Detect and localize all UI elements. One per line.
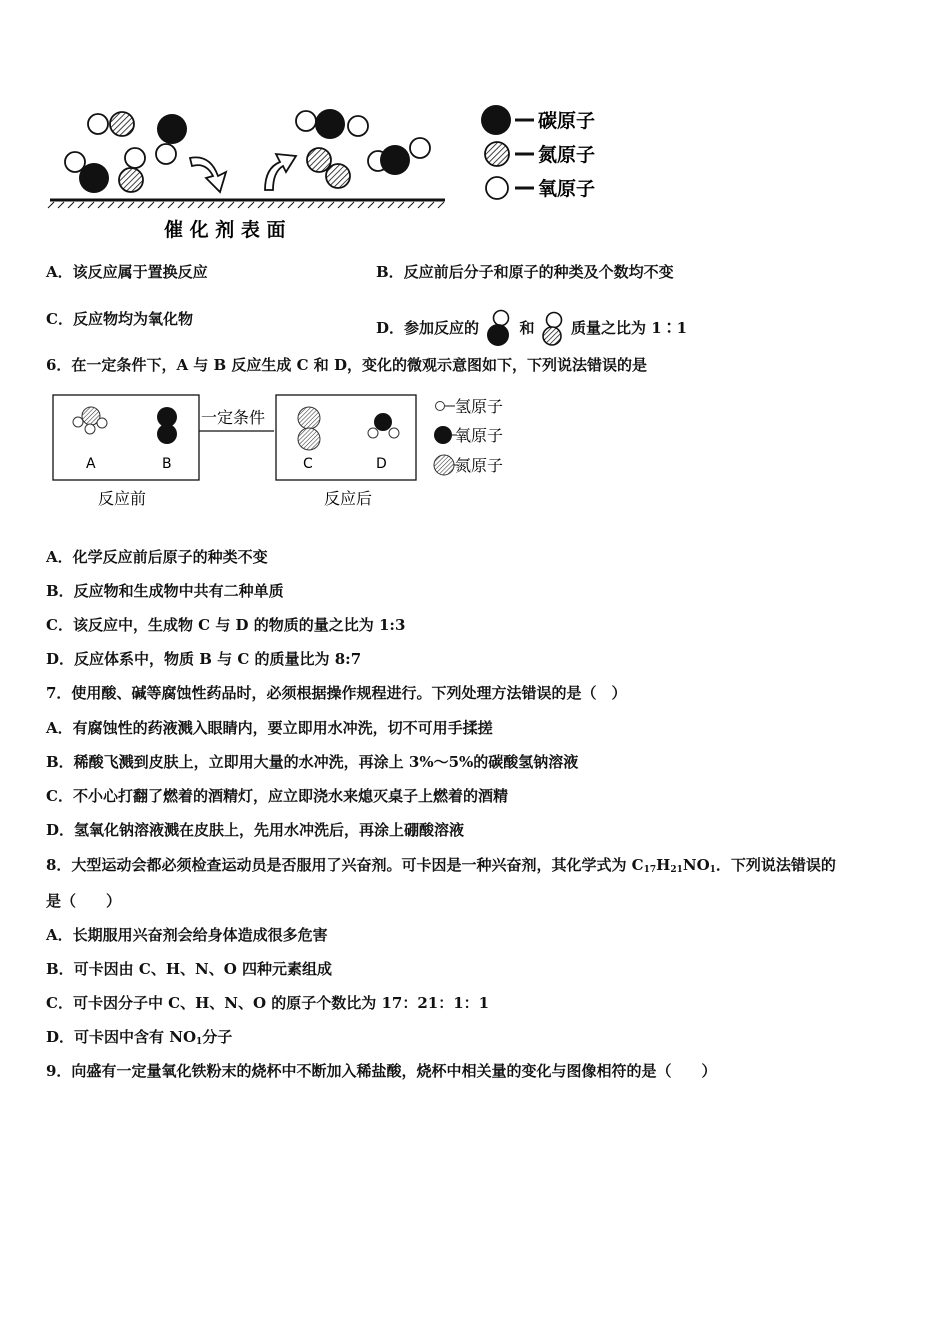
carbon-atom: [157, 114, 187, 144]
molecule-co-left: [65, 152, 109, 193]
molecule-no-left: [119, 148, 145, 192]
q8-option-d-sub: 1: [196, 1037, 203, 1047]
before-caption: 反应前: [98, 489, 147, 508]
label-c: C: [303, 456, 313, 472]
legend-oxygen-label-q6: 氧原子: [455, 426, 504, 445]
molecule-co2-right: [296, 109, 368, 139]
down-arrow-icon: [190, 157, 226, 192]
q9-stem: 9．向盛有一定量氧化铁粉末的烧杯中不断加入稀盐酸，烧杯中相关量的变化与图像相符的是（ ）: [46, 1062, 717, 1080]
legend-oxygen-icon: [486, 177, 508, 199]
legend-hydrogen-icon: [436, 402, 445, 411]
q7-option-a[interactable]: A．有腐蚀性的药液溅入眼睛内，要立即用水冲洗，切不可用手揉搓: [46, 719, 493, 737]
q5-option-d-pre: D．参加反应的: [376, 319, 480, 337]
q8-option-b[interactable]: B．可卡因由 C、H、N、O 四种元素组成: [46, 960, 333, 978]
q8-sub-c: 17: [643, 865, 657, 875]
legend-nitrogen-icon: [485, 142, 509, 166]
q7-option-c[interactable]: C．不小心打翻了燃着的酒精灯，应立即浇水来熄灭桌子上燃着的酒精: [46, 787, 508, 805]
q8-option-a[interactable]: A．长期服用兴奋剂会给身体造成很多危害: [46, 926, 328, 944]
q8-sub-h: 21: [670, 865, 683, 875]
legend-nitrogen-label-q6: 氮原子: [455, 456, 504, 475]
q8-sub-o: 1: [709, 865, 716, 875]
q8-h: H: [656, 856, 671, 874]
legend-carbon-label: 碳原子: [538, 110, 596, 132]
q7-option-d[interactable]: D．氢氧化钠溶液溅在皮肤上，先用水冲洗后，再涂上硼酸溶液: [46, 821, 465, 839]
condition-label: 一定条件: [201, 408, 266, 427]
q5-option-d[interactable]: [376, 309, 687, 347]
legend-nitrogen-icon-q6: [434, 455, 454, 475]
label-a: A: [86, 456, 96, 472]
co-molecule-icon: [484, 309, 514, 347]
catalyst-reaction-figure: [40, 96, 640, 246]
q5-option-b[interactable]: B．反应前后分子和原子的种类及个数均不变: [376, 263, 674, 281]
q6-option-b[interactable]: B．反应物和生成物中共有二种单质: [46, 582, 284, 600]
q8-option-c[interactable]: C．可卡因分子中 C、H、N、O 的原子个数比为 17：21：1：1: [46, 994, 490, 1012]
molecule-no-top-left: [88, 112, 134, 136]
q7-stem: 7．使用酸、碱等腐蚀性药品时，必须根据操作规程进行。下列处理方法错误的是（ ）: [46, 684, 627, 702]
legend-oxygen-icon-q6: [434, 426, 452, 444]
q5-option-a[interactable]: A．该反应属于置换反应: [46, 263, 208, 281]
no-molecule-icon: [540, 309, 566, 347]
after-caption: 反应后: [324, 489, 373, 508]
label-b: B: [162, 456, 172, 472]
oxygen-atom: [156, 144, 176, 164]
q6-option-c[interactable]: C．该反应中，生成物 C 与 D 的物质的量之比为 1:3: [46, 616, 406, 634]
legend-oxygen-label: 氧原子: [538, 178, 596, 200]
legend-hydrogen-label: 氢原子: [455, 397, 504, 416]
legend-carbon-icon: [481, 105, 511, 135]
q8-stem: [46, 855, 836, 880]
q6-option-d[interactable]: D．反应体系中，物质 B 与 C 的质量比为 8:7: [46, 650, 362, 668]
molecule-co2-right-2: [368, 138, 430, 175]
q8-stem-pre: 8．大型运动会都必须检查运动员是否服用了兴奋剂。可卡因是一种兴奋剂，其化学式为 C: [46, 856, 644, 874]
q7-option-b[interactable]: B．稀酸飞溅到皮肤上，立即用大量的水冲洗，再涂上 3%～5%的碳酸氢钠溶液: [46, 753, 579, 771]
q8-no: NO: [682, 856, 710, 874]
reaction-diagram-q6: [50, 392, 540, 517]
molecule-n2-right: [307, 148, 350, 188]
q5-option-d-post: 质量之比为 1∶1: [570, 319, 688, 337]
q8-stem-line2: 是（ ）: [46, 892, 122, 910]
q6-stem: 6．在一定条件下，A 与 B 反应生成 C 和 D，变化的微观示意图如下，下列说法错误的是: [46, 356, 648, 374]
q5-option-d-mid: 和: [519, 319, 535, 337]
q5-option-c[interactable]: C．反应物均为氧化物: [46, 310, 193, 328]
label-d: D: [376, 456, 387, 472]
q8-option-d-pre: D．可卡因中含有 NO: [46, 1028, 197, 1046]
q8-option-d-post: 分子: [202, 1028, 233, 1046]
q8-stem-post: ．下列说法错误的: [715, 856, 836, 874]
q8-option-d[interactable]: [46, 1027, 232, 1052]
q6-option-a[interactable]: A．化学反应前后原子的种类不变: [46, 548, 268, 566]
legend-nitrogen-label: 氮原子: [538, 144, 596, 166]
up-arrow-icon: [265, 154, 296, 190]
catalyst-surface-label: 催 化 剂 表 面: [164, 219, 286, 241]
